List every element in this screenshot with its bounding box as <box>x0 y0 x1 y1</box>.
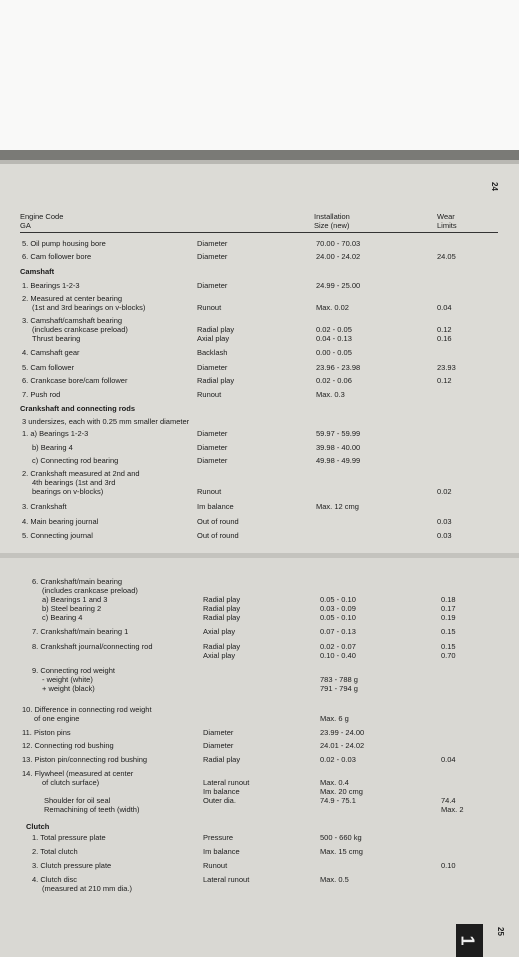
spec-size: 0.00 - 0.05 <box>316 348 352 357</box>
spec-type: Diameter <box>197 456 228 465</box>
spec-type: Radial play <box>203 755 241 764</box>
spec-wear: 0.16 <box>437 334 452 343</box>
spec-size: 0.05 - 0.10 <box>320 613 356 622</box>
spec-type: Diameter <box>197 363 228 372</box>
table-row <box>0 334 519 344</box>
table-row <box>0 847 519 857</box>
spec-label: 2. Crankshaft measured at 2nd and <box>22 469 140 478</box>
table-row <box>0 390 519 400</box>
spec-wear: 0.12 <box>437 376 452 385</box>
spec-size: 24.01 - 24.02 <box>320 741 365 750</box>
engine-code: GA <box>20 221 31 230</box>
spec-label: 5. Connecting journal <box>22 531 93 540</box>
table-row <box>0 429 519 439</box>
spec-size: 0.02 - 0.03 <box>320 755 356 764</box>
spec-type: Outer dia. <box>203 796 236 805</box>
spec-size: 59.97 - 59.99 <box>316 429 361 438</box>
table-row <box>0 627 519 637</box>
table-row <box>0 884 519 894</box>
spec-label: of one engine <box>34 714 80 723</box>
spec-size: Max. 20 cmg <box>320 787 363 796</box>
spec-type: Axial play <box>203 651 236 660</box>
chapter-tab-label: 1 <box>457 935 478 946</box>
spec-size: 74.9 - 75.1 <box>320 796 356 805</box>
spec-label: Clutch <box>26 822 50 831</box>
spec-type: Radial play <box>197 376 235 385</box>
spec-label: 1. Total pressure plate <box>32 833 106 842</box>
spec-size: 0.10 - 0.40 <box>320 651 356 660</box>
limits-label: Limits <box>437 221 457 230</box>
spec-label: + weight (black) <box>42 684 95 693</box>
spec-label: c) Connecting rod bearing <box>32 456 119 465</box>
table-row <box>0 303 519 313</box>
spec-label: - weight (white) <box>42 675 93 684</box>
table-row <box>0 281 519 291</box>
installation-label: Installation <box>314 212 350 221</box>
spec-wear: 23.93 <box>437 363 456 372</box>
spec-size: 23.96 - 23.98 <box>316 363 361 372</box>
spec-type: Pressure <box>203 833 234 842</box>
spec-label: b) Steel bearing 2 <box>42 604 102 613</box>
spec-size: 24.00 - 24.02 <box>316 252 361 261</box>
spec-label: 4th bearings (1st and 3rd <box>32 478 116 487</box>
table-row <box>0 684 519 694</box>
table-row <box>0 487 519 497</box>
table-header-row-2 <box>0 221 519 231</box>
spec-label: 2. Measured at center bearing <box>22 294 123 303</box>
spec-size: 0.02 - 0.05 <box>316 325 352 334</box>
spec-wear: 74.4 <box>441 796 456 805</box>
spec-label: b) Bearing 4 <box>32 443 73 452</box>
spec-label: 11. Piston pins <box>22 728 71 737</box>
spec-type: Diameter <box>197 252 228 261</box>
spec-wear: Max. 2 <box>441 805 464 814</box>
spec-type: Runout <box>203 861 228 870</box>
spec-label: Thrust bearing <box>32 334 81 343</box>
table-row <box>0 833 519 843</box>
table-row <box>0 805 519 815</box>
section-heading <box>0 822 519 832</box>
engine-code-label: Engine Code <box>20 212 64 221</box>
spec-label: Shoulder for oil seal <box>44 796 111 805</box>
spec-type: Lateral runout <box>203 875 250 884</box>
table-row <box>0 517 519 527</box>
table-row <box>0 714 519 724</box>
chapter-tab <box>456 924 483 957</box>
spec-type: Axial play <box>203 627 236 636</box>
spec-wear: 0.04 <box>441 755 456 764</box>
spec-label: 8. Crankshaft journal/connecting rod <box>32 642 153 651</box>
spec-label: 7. Crankshaft/main bearing 1 <box>32 627 129 636</box>
spec-type: Im balance <box>197 502 234 511</box>
spec-size: 0.02 - 0.06 <box>316 376 352 385</box>
spec-label: 9. Connecting rod weight <box>32 666 115 675</box>
spec-size: 0.02 - 0.07 <box>320 642 356 651</box>
spec-label: 3 undersizes, each with 0.25 mm smaller diameter <box>22 417 190 426</box>
spec-wear: 0.02 <box>437 487 452 496</box>
spec-type: Diameter <box>197 429 228 438</box>
spec-wear: 0.03 <box>437 517 452 526</box>
spec-wear: 0.12 <box>437 325 452 334</box>
spec-wear: 0.04 <box>437 303 452 312</box>
spec-size: 783 - 788 g <box>320 675 358 684</box>
spec-label: (includes crankcase preload) <box>32 325 128 334</box>
table-row <box>0 502 519 512</box>
spec-type: Lateral runout <box>203 778 250 787</box>
table-row <box>0 741 519 751</box>
table-row <box>0 531 519 541</box>
spec-type: Radial play <box>197 325 235 334</box>
spec-type: Out of round <box>197 531 239 540</box>
spec-type: Im balance <box>203 787 240 796</box>
spec-label: a) Bearings 1 and 3 <box>42 595 108 604</box>
table-row <box>0 376 519 386</box>
spec-size: 49.98 - 49.99 <box>316 456 361 465</box>
spec-wear: 0.70 <box>441 651 456 660</box>
spec-size: 0.03 - 0.09 <box>320 604 356 613</box>
spec-label: bearings on v-blocks) <box>32 487 104 496</box>
spec-wear: 0.17 <box>441 604 456 613</box>
table-row <box>0 348 519 358</box>
spec-wear: 0.10 <box>441 861 456 870</box>
spec-label: 1. a) Bearings 1-2-3 <box>22 429 89 438</box>
table-row <box>0 252 519 262</box>
spec-size: 500 - 660 kg <box>320 833 362 842</box>
spec-wear: 0.18 <box>441 595 456 604</box>
spec-size: Max. 0.5 <box>320 875 349 884</box>
table-row <box>0 651 519 661</box>
spec-type: Radial play <box>203 613 241 622</box>
spec-label: (includes crankcase preload) <box>42 586 138 595</box>
spec-label: 13. Piston pin/connecting rod bushing <box>22 755 148 764</box>
spec-type: Out of round <box>197 517 239 526</box>
spec-label: Crankshaft and connecting rods <box>20 404 136 413</box>
page-fold <box>0 553 519 558</box>
spec-label: 6. Crankcase bore/cam follower <box>22 376 128 385</box>
spec-label: 12. Connecting rod bushing <box>22 741 114 750</box>
table-row <box>0 363 519 373</box>
spec-wear: 0.15 <box>441 627 456 636</box>
table-row <box>0 861 519 871</box>
spec-label: Remachining of teeth (width) <box>44 805 140 814</box>
table-row <box>0 613 519 623</box>
spec-type: Backlash <box>197 348 228 357</box>
table-row <box>0 755 519 765</box>
spec-type: Diameter <box>203 741 234 750</box>
spec-label: c) Bearing 4 <box>42 613 83 622</box>
spec-label: 1. Bearings 1-2-3 <box>22 281 80 290</box>
spec-type: Runout <box>197 303 222 312</box>
spec-label: 4. Clutch disc <box>32 875 78 884</box>
installation-size-label: Size (new) <box>314 221 350 230</box>
spec-size: Max. 15 cmg <box>320 847 363 856</box>
spec-label: 2. Total clutch <box>32 847 78 856</box>
spec-size: 0.07 - 0.13 <box>320 627 356 636</box>
spec-label: 3. Clutch pressure plate <box>32 861 112 870</box>
spec-type: Diameter <box>203 728 234 737</box>
spec-label: (1st and 3rd bearings on v-blocks) <box>32 303 146 312</box>
spec-size: Max. 0.3 <box>316 390 345 399</box>
table-row <box>0 728 519 738</box>
spec-label: 6. Cam follower bore <box>22 252 92 261</box>
spec-size: 0.04 - 0.13 <box>316 334 352 343</box>
spec-label: 5. Oil pump housing bore <box>22 239 106 248</box>
spec-size: Max. 6 g <box>320 714 349 723</box>
spec-wear: 0.15 <box>441 642 456 651</box>
page-number-bottom: 25 <box>495 927 505 936</box>
spec-size: Max. 0.4 <box>320 778 349 787</box>
spec-label: (measured at 210 mm dia.) <box>42 884 133 893</box>
page-number-top: 24 <box>489 182 499 191</box>
spec-size: Max. 0.02 <box>316 303 349 312</box>
spec-size: 24.99 - 25.00 <box>316 281 361 290</box>
spec-size: 791 - 794 g <box>320 684 358 693</box>
spec-label: of clutch surface) <box>42 778 100 787</box>
header-divider <box>20 232 498 233</box>
spec-label: 5. Cam follower <box>22 363 75 372</box>
spec-label: 3. Camshaft/camshaft bearing <box>22 316 123 325</box>
spec-label: 14. Flywheel (measured at center <box>22 769 134 778</box>
spec-type: Diameter <box>197 443 228 452</box>
spec-wear: 0.19 <box>441 613 456 622</box>
spec-size: 23.99 - 24.00 <box>320 728 365 737</box>
table-row <box>0 417 519 427</box>
spec-type: Diameter <box>197 239 228 248</box>
table-row <box>0 456 519 466</box>
spec-label: 7. Push rod <box>22 390 61 399</box>
section-heading <box>0 404 519 414</box>
spec-label: 4. Main bearing journal <box>22 517 99 526</box>
spec-label: Camshaft <box>20 267 55 276</box>
spec-type: Radial play <box>203 642 241 651</box>
spec-size: 39.98 - 40.00 <box>316 443 361 452</box>
table-row <box>0 443 519 453</box>
spec-type: Runout <box>197 390 222 399</box>
spec-type: Im balance <box>203 847 240 856</box>
section-heading <box>0 267 519 277</box>
background-margin <box>0 0 519 155</box>
spec-wear: 24.05 <box>437 252 456 261</box>
spec-size: 0.05 - 0.10 <box>320 595 356 604</box>
spec-size: 70.00 - 70.03 <box>316 239 361 248</box>
table-row <box>0 239 519 249</box>
spec-label: 10. Difference in connecting rod weight <box>22 705 152 714</box>
spec-size: Max. 12 cmg <box>316 502 359 511</box>
spec-type: Radial play <box>203 604 241 613</box>
spec-type: Axial play <box>197 334 230 343</box>
spec-wear: 0.03 <box>437 531 452 540</box>
spec-label: 3. Crankshaft <box>22 502 67 511</box>
spec-type: Diameter <box>197 281 228 290</box>
spec-type: Radial play <box>203 595 241 604</box>
spec-type: Runout <box>197 487 222 496</box>
wear-label: Wear <box>437 212 455 221</box>
spec-label: 6. Crankshaft/main bearing <box>32 577 123 586</box>
spec-label: 4. Camshaft gear <box>22 348 80 357</box>
